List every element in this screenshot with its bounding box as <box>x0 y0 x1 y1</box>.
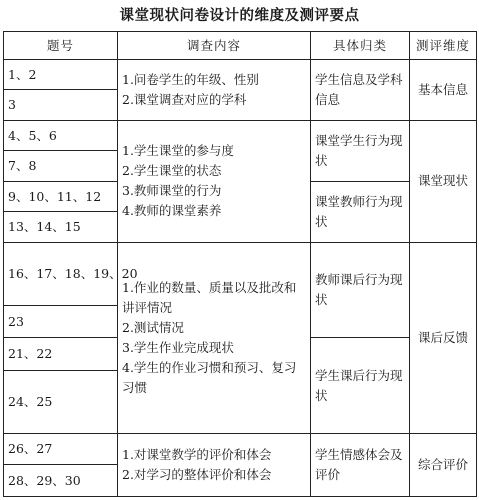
category-cell: 课堂教师行为现状 <box>311 181 410 242</box>
question-number-cell: 26、27 <box>4 433 118 465</box>
question-number-cell: 3 <box>4 90 118 120</box>
dimension-cell: 基本信息 <box>410 60 477 121</box>
question-number-cell: 16、17、18、19、20 <box>4 242 118 305</box>
dimension-cell: 课后反馈 <box>410 242 477 433</box>
question-number-cell: 9、10、11、12 <box>4 181 118 211</box>
table-title: 课堂现状问卷设计的维度及测评要点 <box>119 8 360 24</box>
question-number-cell: 21、22 <box>4 338 118 371</box>
header-survey-content: 调查内容 <box>118 32 311 60</box>
survey-content-cell: 1.学生课堂的参与度 2.学生课堂的状态 3.教师课堂的行为 4.教师的课堂素养 <box>118 120 311 242</box>
category-cell: 教师课后行为现状 <box>311 242 410 338</box>
question-number-cell: 7、8 <box>4 151 118 181</box>
header-question-number: 题号 <box>4 32 118 60</box>
question-number-cell: 24、25 <box>4 370 118 433</box>
question-number-cell: 1、2 <box>4 60 118 90</box>
table-row <box>4 60 477 90</box>
table-row <box>4 120 477 150</box>
dimension-cell: 课堂现状 <box>410 120 477 242</box>
header-dimension: 测评维度 <box>410 32 477 60</box>
survey-content-cell: 1.对课堂教学的评价和体会 2.对学习的整体评价和体会 <box>118 433 311 496</box>
question-number-cell: 4、5、6 <box>4 120 118 150</box>
category-cell: 课堂学生行为现状 <box>311 120 410 181</box>
table-row <box>4 242 477 305</box>
question-number-cell: 13、14、15 <box>4 212 118 242</box>
header-category: 具体归类 <box>311 32 410 60</box>
category-cell: 学生信息及学科信息 <box>311 60 410 121</box>
category-cell: 学生课后行为现状 <box>311 338 410 434</box>
dimension-cell: 综合评价 <box>410 433 477 496</box>
survey-content-cell: 1.作业的数量、质量以及批改和讲评情况 2.测试情况 3.学生作业完成现状 4.学生的作业习惯和预习、复习习惯 <box>118 242 311 433</box>
category-cell: 学生情感体会及评价 <box>311 433 410 496</box>
question-number-cell: 28、29、30 <box>4 465 118 497</box>
survey-dimension-table <box>3 31 477 497</box>
question-number-cell: 23 <box>4 305 118 338</box>
survey-content-cell: 1.问卷学生的年级、性别 2.课堂调查对应的学科 <box>118 60 311 121</box>
table-row <box>4 433 477 465</box>
